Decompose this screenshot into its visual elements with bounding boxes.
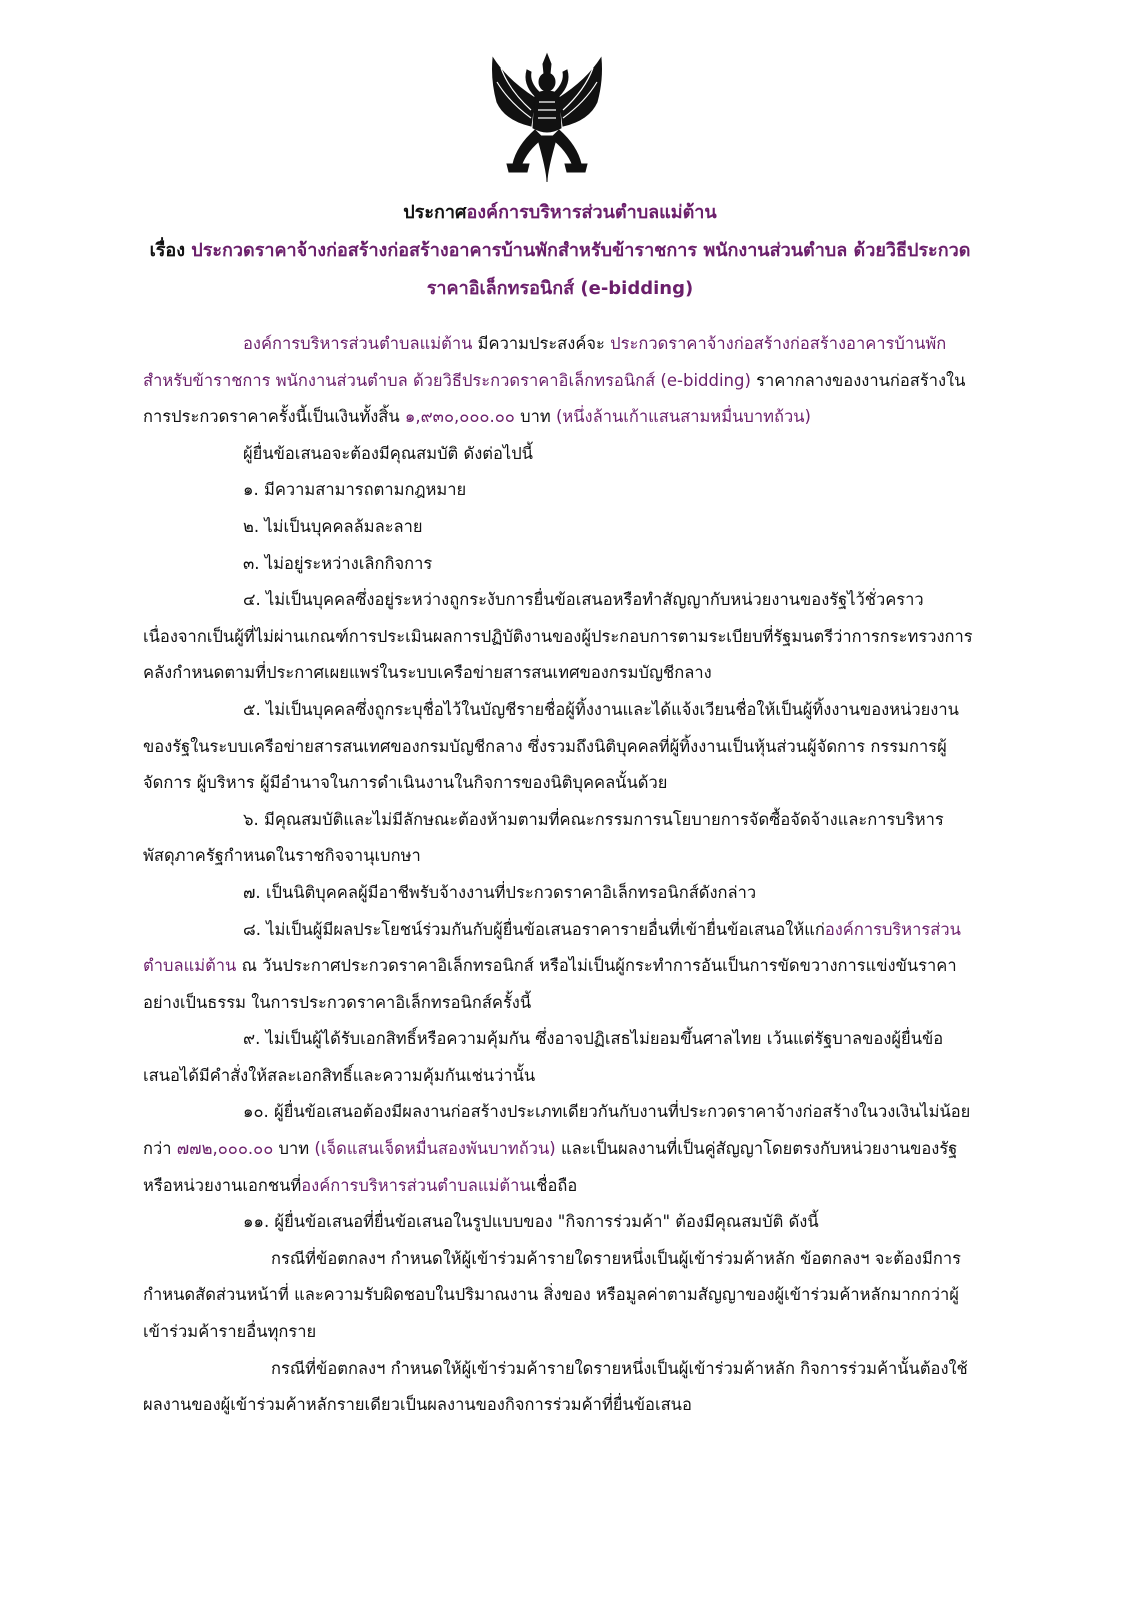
intro-text-1: มีความประสงค์จะ: [472, 334, 611, 353]
qualification-item-9: ๙. ไม่เป็นผู้ได้รับเอกสิทธิ์หรือความคุ้มกัน ซึ่งอาจปฏิเสธไม่ยอมขึ้นศาลไทย เว้นแต่รัฐบาลของผู้ยื่นข้อเสนอได้มีคำสั่งให้สละเอกสิทธิ์และความคุ้มกันเช่นว่านั้น: [143, 1029, 944, 1085]
item-10-text-d: เชื่อถือ: [530, 1175, 578, 1195]
item-10-amount: ๗๗๒,๐๐๐.๐๐: [176, 1139, 274, 1159]
intro-text-2: ราคากลางของงานก่อสร้างในการประกวดราคาครั้งนี้เป็นเงินทั้งสิ้น: [143, 370, 966, 427]
qualification-item-10: [143, 1094, 973, 1204]
item-10-text-b: บาท: [273, 1139, 315, 1159]
announcement-body: [143, 326, 973, 1424]
item-8-org: องค์การบริหารส่วนตำบลแม่ต้าน: [143, 919, 961, 976]
qualification-item-3: ๓. ไม่อยู่ระหว่างเลิกกิจการ: [243, 553, 433, 573]
announcement-title: [140, 194, 980, 308]
subject-text-line2: ราคาอิเล็กทรอนิกส์ (e-bidding): [426, 278, 694, 299]
item-10-org: องค์การบริหารส่วนตำบลแม่ต้าน: [301, 1175, 531, 1195]
garuda-emblem-icon: [487, 50, 607, 185]
subject-line: [140, 232, 980, 270]
intro-org: องค์การบริหารส่วนตำบลแม่ต้าน: [243, 334, 473, 353]
item-10-amount-words: (เจ็ดแสนเจ็ดหมื่นสองพันบาทถ้วน): [314, 1139, 556, 1159]
qualification-item-1: ๑. มีความสามารถตามกฎหมาย: [243, 480, 467, 500]
item-10-text-c: และเป็นผลงานที่เป็นคู่สัญญาโดยตรงกับหน่วยงานของรัฐ หรือหน่วยงานเอกชนที่: [143, 1139, 958, 1195]
intro-paragraph: [143, 326, 973, 436]
title-org: องค์การบริหารส่วนตำบลแม่ต้าน: [466, 202, 717, 223]
joint-venture-case-a: กรณีที่ข้อตกลงฯ กำหนดให้ผู้เข้าร่วมค้ารายใดรายหนึ่งเป็นผู้เข้าร่วมค้าหลัก ข้อตกลงฯ จะต้องมีการกำหนดสัดส่วนหน้าที่ และความรับผิดชอบในปริมาณงาน สิ่งของ หรือมูลค่าตามสัญญาของผู้เข้าร่วมค้าหลักมากกว่าผู้เข้าร่วมค้ารายอื่นทุกราย: [143, 1248, 961, 1342]
intro-text-3: บาท: [514, 407, 556, 427]
subject-text: ประกวดราคาจ้างก่อสร้างก่อสร้างอาคารบ้านพักสำหรับข้าราชการ พนักงานส่วนตำบล ด้วยวิธีประกวด: [191, 240, 971, 261]
qualification-item-11: ๑๑. ผู้ยื่นข้อเสนอที่ยื่นข้อเสนอในรูปแบบของ "กิจการร่วมค้า" ต้องมีคุณสมบัติ ดังนี้: [243, 1212, 819, 1232]
qualification-item-6: ๖. มีคุณสมบัติและไม่มีลักษณะต้องห้ามตามที่คณะกรรมการนโยบายการจัดซื้อจัดจ้างและการบริหารพัสดุภาครัฐกำหนดในราชกิจจานุเบกษา: [143, 809, 944, 866]
qualification-item-8: [143, 912, 973, 1022]
title-line: [140, 194, 980, 232]
item-8-text-b: ณ วันประกาศประกวดราคาอิเล็กทรอนิกส์ หรือไม่เป็นผู้กระทำการอันเป็นการขัดขวางการแข่งขันราคาอย่างเป็นธรรม ในการประกวดราคาอิเล็กทรอนิกส์ครั้งนี้: [143, 956, 957, 1012]
intro-amount: ๑,๙๓๐,๐๐๐.๐๐: [404, 407, 515, 427]
item-10-text-a: ๑๐. ผู้ยื่นข้อเสนอต้องมีผลงานก่อสร้างประเภทเดียวกันกับงานที่ประกวดราคาจ้างก่อสร้างในวงเงินไม่น้อยกว่า: [143, 1102, 971, 1159]
qualification-item-7: ๗. เป็นนิติบุคคลผู้มีอาชีพรับจ้างงานที่ประกวดราคาอิเล็กทรอนิกส์ดังกล่าว: [243, 882, 757, 902]
title-prefix: ประกาศ: [403, 202, 467, 223]
qualification-item-4: ๔. ไม่เป็นบุคคลซึ่งอยู่ระหว่างถูกระงับการยื่นข้อเสนอหรือทำสัญญากับหน่วยงานของรัฐไว้ชั่วคราว เนื่องจากเป็นผู้ที่ไม่ผ่านเกณฑ์การประเมินผลการปฏิบัติงานของผู้ประกอบการตามระเบียบที่รัฐมนตรีว่าการกระทรวงการคลังกำหนดตามที่ประกาศเผยแพร่ในระบบเครือข่ายสารสนเทศของกรมบัญชีกลาง: [143, 590, 973, 683]
joint-venture-case-b: กรณีที่ข้อตกลงฯ กำหนดให้ผู้เข้าร่วมค้ารายใดรายหนึ่งเป็นผู้เข้าร่วมค้าหลัก กิจการร่วมค้านั้นต้องใช้ผลงานของผู้เข้าร่วมค้าหลักรายเดียวเป็นผลงานของกิจการร่วมค้าที่ยื่นข้อเสนอ: [143, 1358, 968, 1415]
qualification-item-5: ๕. ไม่เป็นบุคคลซึ่งถูกระบุชื่อไว้ในบัญชีรายชื่อผู้ทิ้งงานและได้แจ้งเวียนชื่อให้เป็นผู้ทิ้งงานของหน่วยงานของรัฐในระบบเครือข่ายสารสนเทศของกรมบัญชีกลาง ซึ่งรวมถึงนิติบุคคลที่ผู้ทิ้งงานเป็นหุ้นส่วนผู้จัดการ กรรมการผู้จัดการ ผู้บริหาร ผู้มีอำนาจในการดำเนินงานในกิจการของนิติบุคคลนั้นด้วย: [143, 699, 959, 793]
intro-project: ประกวดราคาจ้างก่อสร้างก่อสร้างอาคารบ้านพักสำหรับข้าราชการ พนักงานส่วนตำบล ด้วยวิธีประกวดราคาอิเล็กทรอนิกส์ (e-bidding): [143, 334, 947, 390]
qualification-heading: ผู้ยื่นข้อเสนอจะต้องมีคุณสมบัติ ดังต่อไปนี้: [243, 443, 533, 463]
item-8-text-a: ๘. ไม่เป็นผู้มีผลประโยชน์ร่วมกันกับผู้ยื่นข้อเสนอราคารายอื่นที่เข้ายื่นข้อเสนอให้แก่: [243, 919, 825, 939]
intro-amount-words: (หนึ่งล้านเก้าแสนสามหมื่นบาทถ้วน): [555, 407, 811, 427]
subject-label: เรื่อง: [149, 240, 185, 261]
qualification-item-2: ๒. ไม่เป็นบุคคลล้มละลาย: [243, 516, 423, 536]
